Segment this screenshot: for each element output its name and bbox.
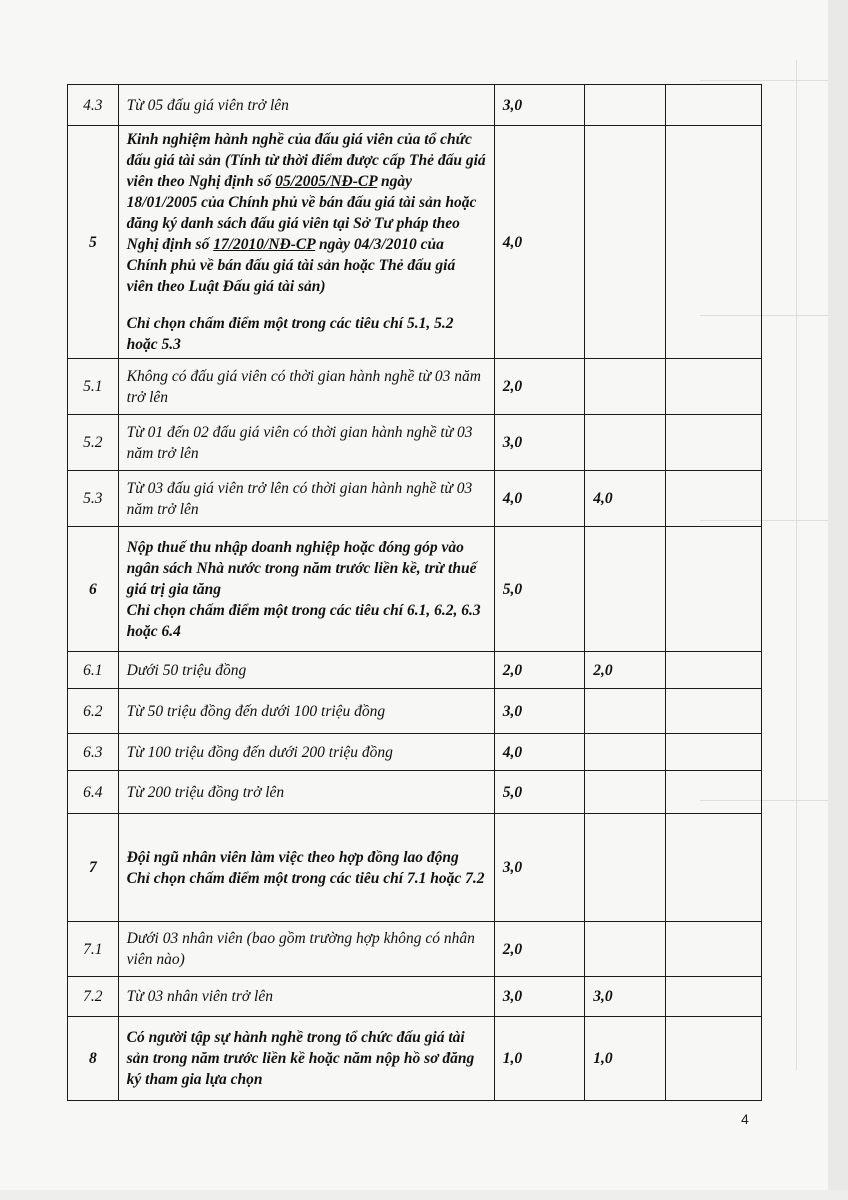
show-through-line [700, 80, 828, 81]
selection-note: Chỉ chọn chấm điểm một trong các tiêu chí 7.1 hoặc 7.2 [126, 869, 485, 887]
self-score [585, 771, 666, 814]
max-score: 2,0 [494, 359, 585, 415]
criterion-text: Từ 03 đấu giá viên trở lên có thời gian hành nghề từ 03 năm trở lên [118, 471, 494, 527]
self-score [585, 527, 666, 652]
empty-cell [666, 415, 762, 471]
decree-reference: 05/2005/NĐ-CP [275, 173, 378, 190]
max-score: 3,0 [494, 977, 585, 1017]
row-code: 7.2 [68, 977, 119, 1017]
scan-edge [828, 0, 848, 1200]
row-code: 6 [68, 527, 119, 652]
table-row [68, 359, 762, 415]
row-code: 6.3 [68, 734, 119, 771]
self-score [585, 689, 666, 734]
empty-cell [666, 126, 762, 359]
empty-cell [666, 359, 762, 415]
max-score: 4,0 [494, 126, 585, 359]
empty-cell [666, 527, 762, 652]
table-row [68, 771, 762, 814]
self-score [585, 126, 666, 359]
selection-note: Chỉ chọn chấm điểm một trong các tiêu chí 5.1, 5.2 hoặc 5.3 [126, 315, 454, 353]
criterion-text: ngày 18/01/2005 của Chính phủ về bán đấu giá tài sản hoặc đăng ký danh sách đấu giá viên tại Sở Tư pháp theo Nghị định số [126, 173, 477, 253]
self-score [585, 922, 666, 977]
self-score: 3,0 [585, 977, 666, 1017]
criterion-text: Kinh nghiệm hành nghề của đấu giá viên của tổ chức đấu giá tài sản (Tính từ thời điểm được cấp Thẻ đấu giá viên theo Nghị định số [126, 131, 486, 190]
criterion-text: Nộp thuế thu nhập doanh nghiệp hoặc đóng góp vào ngân sách Nhà nước trong năm trước liền kề, trừ thuế giá trị gia tăng [126, 538, 477, 598]
max-score: 2,0 [494, 652, 585, 689]
max-score: 3,0 [494, 85, 585, 126]
self-score [585, 415, 666, 471]
table-row [68, 977, 762, 1017]
empty-cell [666, 771, 762, 814]
row-code: 5 [68, 126, 119, 359]
empty-cell [666, 85, 762, 126]
row-code: 7.1 [68, 922, 119, 977]
empty-cell [666, 652, 762, 689]
max-score: 3,0 [494, 415, 585, 471]
table-row [68, 85, 762, 126]
max-score: 4,0 [494, 471, 585, 527]
max-score: 3,0 [494, 814, 585, 922]
max-score: 4,0 [494, 734, 585, 771]
criterion-text: Dưới 03 nhân viên (bao gồm trường hợp không có nhân viên nào) [118, 922, 494, 977]
table-row [68, 922, 762, 977]
row-code: 6.1 [68, 652, 119, 689]
max-score: 3,0 [494, 689, 585, 734]
criterion-text: Từ 50 triệu đồng đến dưới 100 triệu đồng [118, 689, 494, 734]
criterion-text: Dưới 50 triệu đồng [118, 652, 494, 689]
self-score: 1,0 [585, 1017, 666, 1101]
criterion-text: Đội ngũ nhân viên làm việc theo hợp đồng lao động [126, 848, 459, 866]
selection-note: Chỉ chọn chấm điểm một trong các tiêu chí 6.1, 6.2, 6.3 hoặc 6.4 [126, 601, 481, 640]
self-score: 2,0 [585, 652, 666, 689]
empty-cell [666, 814, 762, 922]
criterion-text: Từ 200 triệu đồng trở lên [118, 771, 494, 814]
criterion-text: Không có đấu giá viên có thời gian hành nghề từ 03 năm trở lên [118, 359, 494, 415]
criterion-text: ngày 04/3/2010 của Chính phủ về bán đấu giá tài sản hoặc Thẻ đấu giá viên theo Luật Đấu giá tài sản) [126, 236, 456, 295]
row-code: 5.2 [68, 415, 119, 471]
max-score: 2,0 [494, 922, 585, 977]
table-row [68, 471, 762, 527]
max-score: 1,0 [494, 1017, 585, 1101]
criterion-text: Có người tập sự hành nghề trong tổ chức đấu giá tài sản trong năm trước liền kề hoặc năm nộp hồ sơ đăng ký tham gia lựa chọn [118, 1017, 494, 1101]
self-score [585, 85, 666, 126]
table-row [68, 126, 762, 359]
criterion-cell [118, 527, 494, 652]
criterion-text: Từ 05 đấu giá viên trở lên [118, 85, 494, 126]
criterion-text: Từ 01 đến 02 đấu giá viên có thời gian hành nghề từ 03 năm trở lên [118, 415, 494, 471]
row-code: 5.1 [68, 359, 119, 415]
criteria-table [67, 84, 762, 1101]
decree-reference: 17/2010/NĐ-CP [213, 236, 316, 253]
self-score [585, 814, 666, 922]
max-score: 5,0 [494, 527, 585, 652]
criterion-cell [118, 814, 494, 922]
row-code: 6.2 [68, 689, 119, 734]
row-code: 5.3 [68, 471, 119, 527]
row-code: 6.4 [68, 771, 119, 814]
empty-cell [666, 471, 762, 527]
row-code: 8 [68, 1017, 119, 1101]
empty-cell [666, 977, 762, 1017]
table-row [68, 734, 762, 771]
empty-cell [666, 922, 762, 977]
show-through-line [796, 60, 797, 1070]
criterion-text: Từ 03 nhân viên trở lên [118, 977, 494, 1017]
row-code: 7 [68, 814, 119, 922]
empty-cell [666, 1017, 762, 1101]
page-number: 4 [741, 1111, 749, 1127]
table-row [68, 527, 762, 652]
table-row [68, 1017, 762, 1101]
table-row [68, 689, 762, 734]
row-code: 4.3 [68, 85, 119, 126]
table-row [68, 814, 762, 922]
empty-cell [666, 734, 762, 771]
empty-cell [666, 689, 762, 734]
scan-edge-bottom [0, 1190, 848, 1200]
max-score: 5,0 [494, 771, 585, 814]
self-score: 4,0 [585, 471, 666, 527]
criterion-text: Từ 100 triệu đồng đến dưới 200 triệu đồng [118, 734, 494, 771]
table-row [68, 652, 762, 689]
self-score [585, 734, 666, 771]
table-row [68, 415, 762, 471]
self-score [585, 359, 666, 415]
criterion-cell [118, 126, 494, 359]
